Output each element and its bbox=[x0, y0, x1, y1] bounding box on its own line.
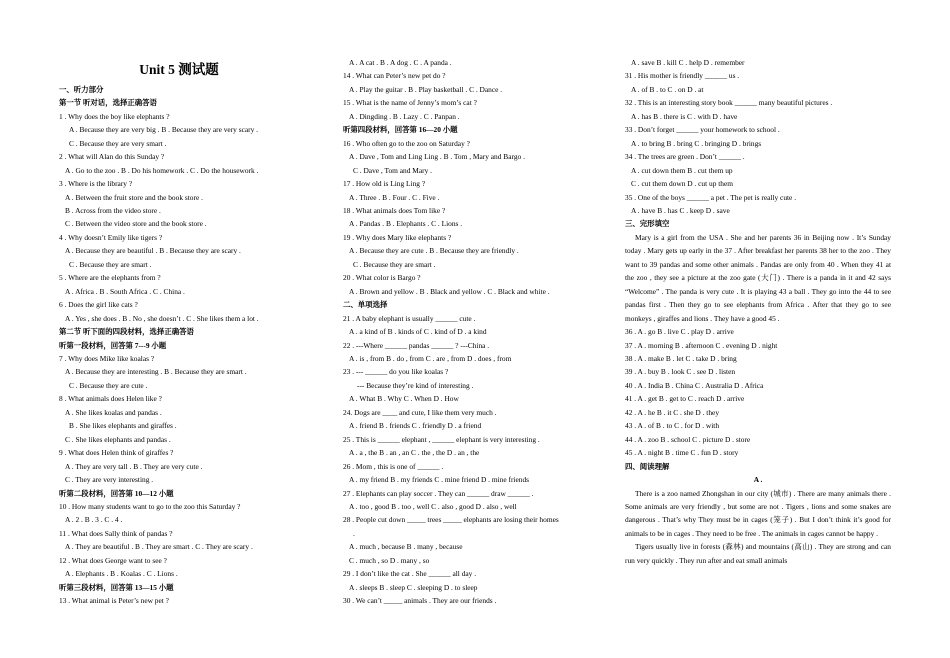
cloze-passage: Mary is a girl from the USA . She and her parents 36 in Beijing now . It’s Sunday today . Mary gets up early in the 37 . After breakfast her parents 38 her to the zoo . They want to 39 pandas and some other animals . Pandas are only from 40 . When they 41 at the zoo , they see a picture at the zoo gate (大门) . There is a panda in it and 42 says “Welcome” . The panda is very cute . It is playing 43 a ball . They go into the 44 to see pandas first . Then they go to see elephants from Africa . After that they go to see monkeys , giraffes and lions . They have a good 45 . bbox=[625, 232, 891, 323]
question-line: 10 . How many students want to go to the zoo this Saturday ? bbox=[59, 501, 241, 511]
question-line: A . save B . kill C . help D . remember bbox=[631, 58, 745, 67]
question-line: 4 . Why doesn’t Emily like tigers ? bbox=[59, 232, 163, 242]
question-line: A . too , good B . too , well C . also , good D . also , well bbox=[349, 501, 517, 511]
question-line: 7 . Why does Mike like koalas ? bbox=[59, 353, 155, 363]
option-line: 40 . A . India B . China C . Australia D . Africa bbox=[625, 380, 764, 390]
option-line: 36 . A . go B . live C . play D . arrive bbox=[625, 327, 734, 337]
question-line: C . Because they are very smart . bbox=[69, 138, 167, 148]
question-line: 32 . This is an interesting story book ______ many beautiful pictures . bbox=[625, 98, 833, 108]
option-line: 43 . A . of B . to C . for D . with bbox=[625, 421, 720, 431]
question-line: 5 . Where are the elephants from ? bbox=[59, 273, 161, 283]
question-line: A . have B . has C . keep D . save bbox=[631, 205, 730, 215]
column-left bbox=[59, 56, 321, 608]
question-line: 21 . A baby elephant is usually ______ cute . bbox=[343, 313, 476, 323]
option-line: 39 . A . buy B . look C . see D . listen bbox=[625, 367, 736, 377]
section-heading: 二、单项选择 bbox=[343, 300, 388, 310]
section-heading: 听第二段材料，回答第 10—12 小题 bbox=[59, 488, 174, 498]
question-line: C . Because they are smart . bbox=[353, 259, 436, 269]
question-line: A . Because they are cute . B . Because they are friendly . bbox=[349, 246, 519, 256]
section-heading: 第二节 听下面的四段材料，选择正确答语 bbox=[59, 327, 194, 337]
section-heading: 一、听力部分 bbox=[59, 84, 104, 94]
column-right bbox=[625, 56, 891, 567]
question-line: 18 . What animals does Tom like ? bbox=[343, 205, 446, 215]
question-line: C . cut them down D . cut up them bbox=[631, 179, 734, 189]
question-line: --- Because they’re kind of interesting . bbox=[357, 380, 474, 390]
section-heading: 第一节 听对话，选择正确答语 bbox=[59, 98, 157, 108]
question-line: B . She likes elephants and giraffes . bbox=[69, 421, 177, 431]
question-line: A . Pandas . B . Elephants . C . Lions . bbox=[349, 219, 463, 229]
question-line: B . Across from the video store . bbox=[65, 205, 161, 215]
question-line: A . my friend B . my friends C . mine friend D . mine friends bbox=[349, 475, 530, 485]
question-line: 25 . This is ______ elephant , ______ elephant is very interesting . bbox=[343, 434, 540, 444]
single-choice-continued bbox=[625, 56, 891, 231]
question-line: A . a kind of B . kinds of C . kind of D . a kind bbox=[349, 327, 487, 337]
option-line: 44 . A . zoo B . school C . picture D . store bbox=[625, 434, 751, 444]
question-line: A . Because they are beautiful . B . Because they are scary . bbox=[65, 246, 241, 256]
question-line: . bbox=[353, 528, 355, 538]
question-line: A . has B . there is C . with D . have bbox=[631, 111, 738, 121]
question-line: A . She likes koalas and pandas . bbox=[65, 407, 162, 417]
section-heading: 四、阅读理解 bbox=[625, 461, 670, 471]
reading-paragraph-1: There is a zoo named Zhongshan in our city (城市) . There are many animals there . Some animals are very friendly , but some are not . Tigers , lions and some snakes are dangerous . That’s why They must be in cages (笼子) . But I don’t think it’s good for animals to be in cages . They need to be free . The animals in cages cannot be happy . bbox=[625, 488, 891, 538]
question-line: C . Between the video store and the book store . bbox=[65, 219, 207, 229]
option-line: 37 . A . morning B . afternoon C . evening D . night bbox=[625, 340, 778, 350]
cloze-options bbox=[625, 325, 891, 473]
question-line: 8 . What animals does Helen like ? bbox=[59, 394, 162, 404]
question-line: 14 . What can Peter’s new pet do ? bbox=[343, 71, 446, 81]
column-middle bbox=[343, 56, 605, 608]
question-line: A . Because they are interesting . B . Because they are smart . bbox=[65, 367, 247, 377]
test-title: Unit 5 测试题 bbox=[139, 62, 219, 77]
question-line: A . is , from B . do , from C . are , from D . does , from bbox=[349, 353, 512, 363]
question-line: 23 . --- ______ do you like koalas ? bbox=[343, 367, 449, 377]
question-line bbox=[59, 56, 321, 69]
question-line: 9 . What does Helen think of giraffes ? bbox=[59, 448, 174, 458]
question-line: A . Elephants . B . Koalas . C . Lions . bbox=[65, 569, 178, 579]
question-line: A . Dingding . B . Lazy . C . Panpan . bbox=[349, 111, 460, 121]
question-line: A . Play the guitar . B . Play basketball . C . Dance . bbox=[349, 84, 503, 94]
question-line: A . A cat . B . A dog . C . A panda . bbox=[349, 58, 452, 67]
question-line: A . sleeps B . sleep C . sleeping D . to sleep bbox=[349, 582, 478, 592]
question-line: C . much , so D . many , so bbox=[349, 555, 430, 565]
question-line: 28 . People cut down _____ trees _____ elephants are losing their homes bbox=[343, 515, 559, 525]
option-line: 42 . A . he B . it C . she D . they bbox=[625, 407, 720, 417]
question-line: 1 . Why does the boy like elephants ? bbox=[59, 111, 170, 121]
question-line: 29 . I don’t like the cat . She ______ all day . bbox=[343, 569, 477, 579]
question-line: A . to bring B . bring C . bringing D . brings bbox=[631, 138, 762, 148]
question-line: 34 . The trees are green . Don’t ______ . bbox=[625, 152, 745, 162]
section-heading: 三、完形填空 bbox=[625, 219, 670, 229]
question-line: A . Africa . B . South Africa . C . China . bbox=[65, 286, 185, 296]
question-line: 6 . Does the girl like cats ? bbox=[59, 300, 138, 310]
question-line: 3 . Where is the library ? bbox=[59, 179, 133, 189]
question-line: 24. Dogs are ____ and cute, I like them very much . bbox=[343, 407, 497, 417]
question-line: 17 . How old is Ling Ling ? bbox=[343, 179, 426, 189]
question-line: A . Go to the zoo . B . Do his homework . C . Do the housework . bbox=[65, 165, 259, 175]
question-line bbox=[59, 69, 321, 82]
question-line: 26 . Mom , this is one of ______ . bbox=[343, 461, 444, 471]
section-heading: 听第一段材料，回答第 7---9 小题 bbox=[59, 340, 167, 350]
question-line: A . friend B . friends C . friendly D . a friend bbox=[349, 421, 482, 431]
question-line: A . much , because B . many , because bbox=[349, 542, 463, 552]
option-line: 45 . A . night B . time C . fun D . story bbox=[625, 448, 739, 458]
reading-passage-label: A . bbox=[753, 475, 763, 485]
question-line: A . of B . to C . on D . at bbox=[631, 84, 704, 94]
question-line: A . Dave , Tom and Ling Ling . B . Tom , Mary and Bargo . bbox=[349, 152, 525, 162]
section-heading: 听第四段材料，回答第 16—20 小题 bbox=[343, 125, 458, 135]
question-line: 2 . What will Alan do this Sunday ? bbox=[59, 152, 165, 162]
question-line: C . Because they are cute . bbox=[69, 380, 148, 390]
question-line: 19 . Why does Mary like elephants ? bbox=[343, 232, 452, 242]
question-line: 35 . One of the boys ______ a pet . The pet is really cute . bbox=[625, 192, 797, 202]
question-line: 33 . Don’t forget ______ your homework to school . bbox=[625, 125, 780, 135]
question-line: A . 2 . B . 3 . C . 4 . bbox=[65, 515, 123, 525]
section-heading: 听第三段材料，回答第 13—15 小题 bbox=[59, 582, 174, 592]
question-line: A . They are very tall . B . They are very cute . bbox=[65, 461, 203, 471]
question-line: C . She likes elephants and pandas . bbox=[65, 434, 171, 444]
question-line: A . cut down them B . cut them up bbox=[631, 165, 733, 175]
question-line: A . What B . Why C . When D . How bbox=[349, 394, 459, 404]
question-line: A . Brown and yellow . B . Black and yellow . C . Black and white . bbox=[349, 286, 550, 296]
reading-paragraph-2: Tigers usually live in forests (森林) and mountains (高山) . They are strong and can run very quickly . They run after and eat small animals bbox=[625, 542, 891, 565]
question-line: A . Three . B . Four . C . Five . bbox=[349, 192, 440, 202]
option-line: 38 . A . make B . let C . take D . bring bbox=[625, 353, 737, 363]
question-line: A . Yes , she does . B . No , she doesn’t . C . She likes them a lot . bbox=[65, 313, 259, 323]
question-line: 30 . We can’t _____ animals . They are our friends . bbox=[343, 596, 497, 606]
question-line: 20 . What color is Bargo ? bbox=[343, 273, 421, 283]
question-line: 13 . What animal is Peter’s new pet ? bbox=[59, 596, 169, 606]
question-line: C . They are very interesting . bbox=[65, 475, 154, 485]
question-line: 15 . What is the name of Jenny’s mom’s cat ? bbox=[343, 98, 477, 108]
question-line: 16 . Who often go to the zoo on Saturday ? bbox=[343, 138, 470, 148]
option-line: 41 . A . get B . get to C . reach D . arrive bbox=[625, 394, 745, 404]
question-line: C . Dave , Tom and Mary . bbox=[353, 165, 432, 175]
question-line: 11 . What does Sally think of pandas ? bbox=[59, 528, 173, 538]
question-line: 31 . His mother is friendly ______ us . bbox=[625, 71, 740, 81]
question-line: 12 . What does George want to see ? bbox=[59, 555, 167, 565]
question-line: A . Between the fruit store and the book store . bbox=[65, 192, 203, 202]
question-line: 27 . Elephants can play soccer . They can ______ draw ______ . bbox=[343, 488, 534, 498]
question-line: 22 . ---Where ______ pandas ______ ? ---China . bbox=[343, 340, 490, 350]
question-line: A . Because they are very big . B . Because they are very scary . bbox=[69, 125, 259, 135]
question-line: A . a , the B . an , an C . the , the D . an , the bbox=[349, 448, 480, 458]
question-line: C . Because they are smart . bbox=[69, 259, 152, 269]
question-line: A . They are beautiful . B . They are smart . C . They are scary . bbox=[65, 542, 253, 552]
